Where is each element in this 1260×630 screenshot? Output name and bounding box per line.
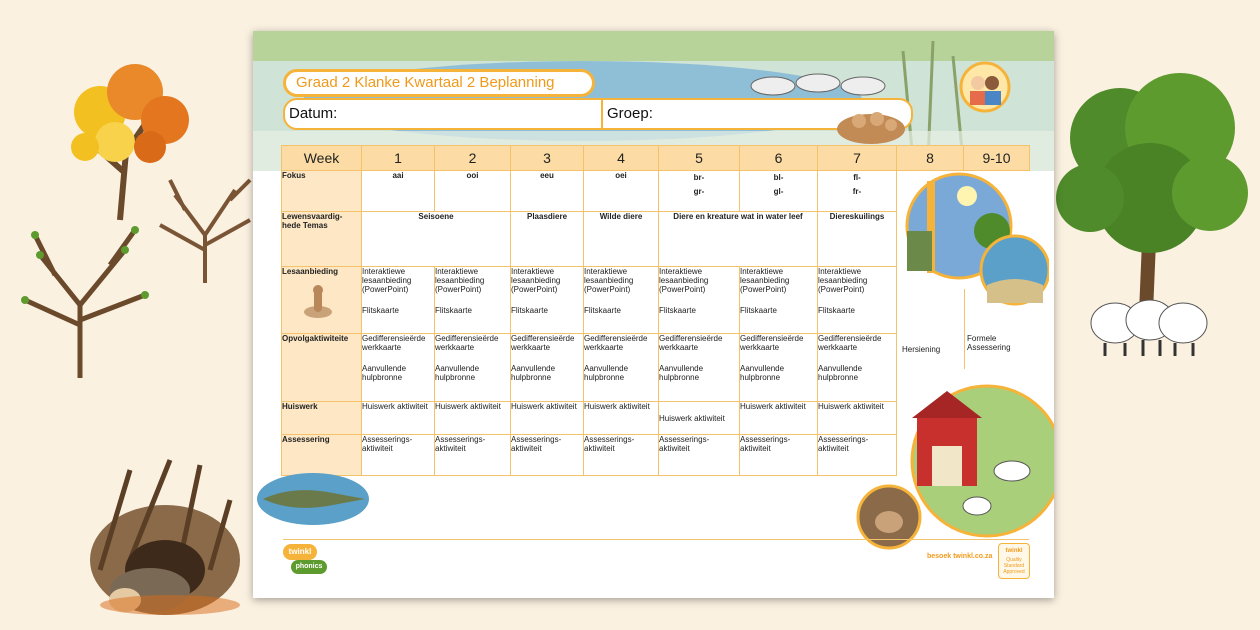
badge-text: Quality Standard Approved	[1003, 557, 1025, 575]
header-fields	[283, 98, 913, 130]
huiswerk-cell: Huiswerk aktiwiteit	[511, 402, 584, 435]
opvolg-cell	[818, 334, 897, 402]
flitskaarte-text: Flitskaarte	[511, 306, 548, 315]
fokus-cell: eeu	[511, 171, 584, 212]
lesaanbieding-cell	[659, 267, 740, 334]
col-3: 3	[511, 146, 584, 171]
header-row	[282, 146, 1030, 171]
col-8: 8	[897, 146, 964, 171]
hulpbronne-text: Aanvullende hulpbronne	[584, 364, 629, 382]
lesaanbieding-label: Lesaanbieding	[282, 267, 339, 276]
werkkaarte-text: Gedifferensieërde werkkaarte	[511, 334, 575, 352]
werkkaarte-text: Gedifferensieërde werkkaarte	[740, 334, 804, 352]
assessering-cell: Assesserings-aktiwiteit	[818, 435, 897, 476]
fokus-row	[282, 171, 1030, 212]
col-week: Week	[282, 146, 362, 171]
row-label-opvolg: Opvolgaktiwiteite	[282, 334, 362, 402]
lesaanbieding-text: Interaktiewe lesaanbieding (PowerPoint)	[659, 267, 709, 294]
week8-text: Hersiening	[902, 345, 941, 354]
flitskaarte-text: Flitskaarte	[740, 306, 777, 315]
underwater-circle-illustration	[979, 233, 1049, 307]
assessering-cell: Assesserings-aktiwiteit	[435, 435, 511, 476]
opvolg-cell	[435, 334, 511, 402]
hulpbronne-text: Aanvullende hulpbronne	[362, 364, 407, 382]
huiswerk-cell: Huiswerk aktiwiteit	[362, 402, 435, 435]
opvolg-cell	[511, 334, 584, 402]
fokus-cell: br- gr-	[659, 171, 740, 212]
hulpbronne-text: Aanvullende hulpbronne	[818, 364, 863, 382]
row-label-assessering: Assessering	[282, 435, 362, 476]
assessering-cell: Assesserings-aktiwiteit	[511, 435, 584, 476]
werkkaarte-text: Gedifferensieërde werkkaarte	[362, 334, 426, 352]
col-4: 4	[584, 146, 659, 171]
sheep-illustration	[1085, 288, 1210, 358]
werkkaarte-text: Gedifferensieërde werkkaarte	[584, 334, 648, 352]
fokus-cell: ooi	[435, 171, 511, 212]
fokus-cell: fl- fr-	[818, 171, 897, 212]
huiswerk-cell: Huiswerk aktiwiteit	[818, 402, 897, 435]
col-2: 2	[435, 146, 511, 171]
opvolg-cell	[362, 334, 435, 402]
row-label-huiswerk: Huiswerk	[282, 402, 362, 435]
tema-cell: Wilde diere	[584, 212, 659, 267]
huiswerk-cell: Huiswerk aktiwiteit	[740, 402, 818, 435]
tema-cell: Diere en kreature wat in water leef	[659, 212, 818, 267]
meerkat-icon	[298, 282, 338, 320]
lesaanbieding-text: Interaktiewe lesaanbieding (PowerPoint)	[362, 267, 412, 294]
twinkl-phonics-logo	[283, 544, 329, 580]
planning-table	[281, 145, 1030, 476]
lesaanbieding-cell	[818, 267, 897, 334]
huiswerk-cell: Huiswerk aktiwiteit	[435, 402, 511, 435]
assessering-cell: Assesserings-aktiwiteit	[362, 435, 435, 476]
assessering-cell: Assesserings-aktiwiteit	[740, 435, 818, 476]
planning-sheet	[253, 31, 1054, 598]
col-9-10: 9-10	[964, 146, 1030, 171]
lesaanbieding-cell	[740, 267, 818, 334]
otter-family-illustration	[835, 105, 907, 145]
werkkaarte-text: Gedifferensieërde werkkaarte	[818, 334, 882, 352]
col-7: 7	[818, 146, 897, 171]
col-6: 6	[740, 146, 818, 171]
opvolg-cell	[659, 334, 740, 402]
lesaanbieding-text: Interaktiewe lesaanbieding (PowerPoint)	[511, 267, 561, 294]
page-title: Graad 2 Klanke Kwartaal 2 Beplanning	[283, 69, 595, 97]
hulpbronne-text: Aanvullende hulpbronne	[740, 364, 785, 382]
werkkaarte-text: Gedifferensieërde werkkaarte	[659, 334, 723, 352]
lesaanbieding-text: Interaktiewe lesaanbieding (PowerPoint)	[740, 267, 790, 294]
lesaanbieding-cell	[435, 267, 511, 334]
lesaanbieding-text: Interaktiewe lesaanbieding (PowerPoint)	[818, 267, 868, 294]
tema-cell: Diereskuilings	[818, 212, 897, 267]
werkkaarte-text: Gedifferensieërde werkkaarte	[435, 334, 499, 352]
rabbit-burrow-circle-illustration	[853, 484, 925, 550]
footer-divider	[283, 539, 1029, 540]
lesaanbieding-cell	[511, 267, 584, 334]
huiswerk-cell: Huiswerk aktiwiteit	[659, 402, 740, 435]
children-avatar-icon	[959, 61, 1011, 113]
fokus-cell: bl- gl-	[740, 171, 818, 212]
row-label-fokus: Fokus	[282, 171, 362, 212]
flitskaarte-text: Flitskaarte	[584, 306, 621, 315]
quality-badge	[998, 543, 1030, 579]
badge-brand: twinkl	[1005, 548, 1023, 554]
flitskaarte-text: Flitskaarte	[659, 306, 696, 315]
leafy-bare-tree-illustration	[5, 205, 165, 380]
lesaanbieding-text: Interaktiewe lesaanbieding (PowerPoint)	[584, 267, 634, 294]
hulpbronne-text: Aanvullende hulpbronne	[435, 364, 480, 382]
assessering-cell: Assesserings-aktiwiteit	[659, 435, 740, 476]
tema-cell: Plaasdiere	[511, 212, 584, 267]
datum-field-label: Datum:	[289, 105, 338, 122]
row-label-lesaanbieding	[282, 267, 362, 334]
assessering-cell: Assesserings-aktiwiteit	[584, 435, 659, 476]
groep-field-label: Groep:	[607, 105, 653, 122]
tema-cell: Seisoene	[362, 212, 511, 267]
lesaanbieding-text: Interaktiewe lesaanbieding (PowerPoint)	[435, 267, 485, 294]
crocodile-pond-illustration	[253, 463, 373, 529]
review-assessment-panel	[897, 171, 1030, 476]
flitskaarte-text: Flitskaarte	[818, 306, 855, 315]
fokus-cell: aai	[362, 171, 435, 212]
lesaanbieding-cell	[584, 267, 659, 334]
col-1: 1	[362, 146, 435, 171]
hulpbronne-text: Aanvullende hulpbronne	[659, 364, 704, 382]
row-label-temas: Lewensvaardig- hede Temas	[282, 212, 362, 267]
flitskaarte-text: Flitskaarte	[435, 306, 472, 315]
website-link[interactable]: besoek twinkl.co.za	[927, 553, 993, 560]
hulpbronne-text: Aanvullende hulpbronne	[511, 364, 556, 382]
flitskaarte-text: Flitskaarte	[362, 306, 399, 315]
logo-bottom: phonics	[291, 560, 327, 574]
col-5: 5	[659, 146, 740, 171]
opvolg-cell	[740, 334, 818, 402]
fokus-cell: oei	[584, 171, 659, 212]
opvolg-cell	[584, 334, 659, 402]
huiswerk-cell: Huiswerk aktiwiteit	[584, 402, 659, 435]
lesaanbieding-cell	[362, 267, 435, 334]
week9-10-text: Formele Assessering	[967, 334, 1011, 352]
hedgehog-shelter-illustration	[70, 440, 250, 620]
logo-top: twinkl	[283, 544, 317, 560]
